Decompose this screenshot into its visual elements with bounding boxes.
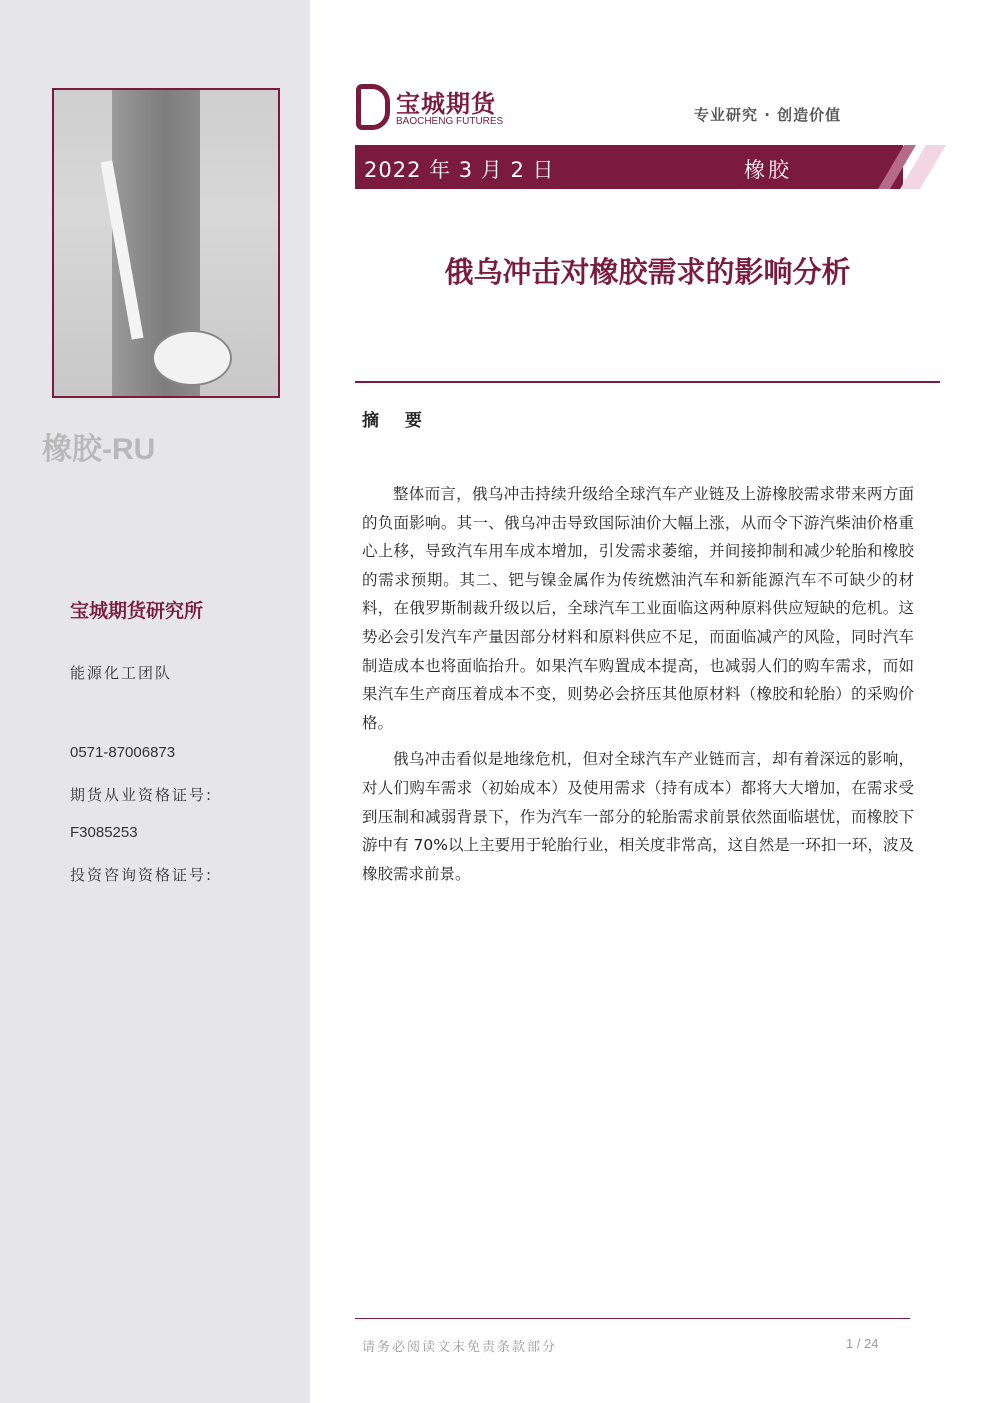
banner-stripes-decoration xyxy=(856,145,946,189)
page-number: 1 / 24 xyxy=(846,1336,879,1351)
report-date: 2022 年 3 月 2 日 xyxy=(364,158,555,182)
institute-name: 宝城期货研究所 xyxy=(70,600,204,622)
title-divider xyxy=(355,381,940,383)
advisory-license-label: 投资咨询资格证号: xyxy=(70,866,214,884)
team-name: 能源化工团队 xyxy=(70,664,173,682)
sidebar xyxy=(0,0,310,1403)
footer-divider xyxy=(355,1318,910,1319)
commodity-symbol: 橡胶-RU xyxy=(42,433,156,466)
phone-number: 0571-87006873 xyxy=(70,744,176,761)
abstract-body xyxy=(362,480,914,896)
rubber-tree-photo xyxy=(52,88,280,398)
futures-license-label: 期货从业资格证号: xyxy=(70,786,214,804)
report-title: 俄乌冲击对橡胶需求的影响分析 xyxy=(444,255,851,289)
latex-cup-shape xyxy=(152,330,232,386)
report-category: 橡胶 xyxy=(744,158,792,182)
logo-chinese-name: 宝城期货 xyxy=(396,90,496,118)
company-logo xyxy=(356,84,536,132)
slogan: 专业研究 · 创造价值 xyxy=(694,106,842,124)
logo-b-icon xyxy=(356,84,390,130)
footer-disclaimer: 请务必阅读文末免责条款部分 xyxy=(362,1340,558,1355)
futures-license-number: F3085253 xyxy=(70,824,138,841)
abstract-heading: 摘 要 xyxy=(362,411,432,431)
abstract-paragraph: 俄乌冲击看似是地缘危机，但对全球汽车产业链而言，却有着深远的影响，对人们购车需求（初始成本）及使用需求（持有成本）都将大大增加，在需求受到压制和减弱背景下，作为汽车一部分的轮胎需求前景依然面临堪忧，而橡胶下游中有 70%以上主要用于轮胎行业，相关度非常高，这自然是一环扣一环，波及橡胶需求前景。 xyxy=(362,750,914,883)
logo-english-name: BAOCHENG FUTURES xyxy=(396,116,504,127)
abstract-paragraph: 整体而言，俄乌冲击持续升级给全球汽车产业链及上游橡胶需求带来两方面的负面影响。其一、俄乌冲击导致国际油价大幅上涨，从而令下游汽柴油价格重心上移，导致汽车用车成本增加，引发需求萎缩，并间接抑制和减少轮胎和橡胶的需求预期。其二、钯与镍金属作为传统燃油汽车和新能源汽车不可缺少的材料，在俄罗斯制裁升级以后，全球汽车工业面临这两种原料供应短缺的危机。这势必会引发汽车产量因部分材料和原料供应不足，而面临减产的风险，同时汽车制造成本也将面临抬升。如果汽车购置成本提高，也减弱人们的购车需求，而如果汽车生产商压着成本不变，则势必会挤压其他原材料（橡胶和轮胎）的采购价格。 xyxy=(362,485,914,732)
